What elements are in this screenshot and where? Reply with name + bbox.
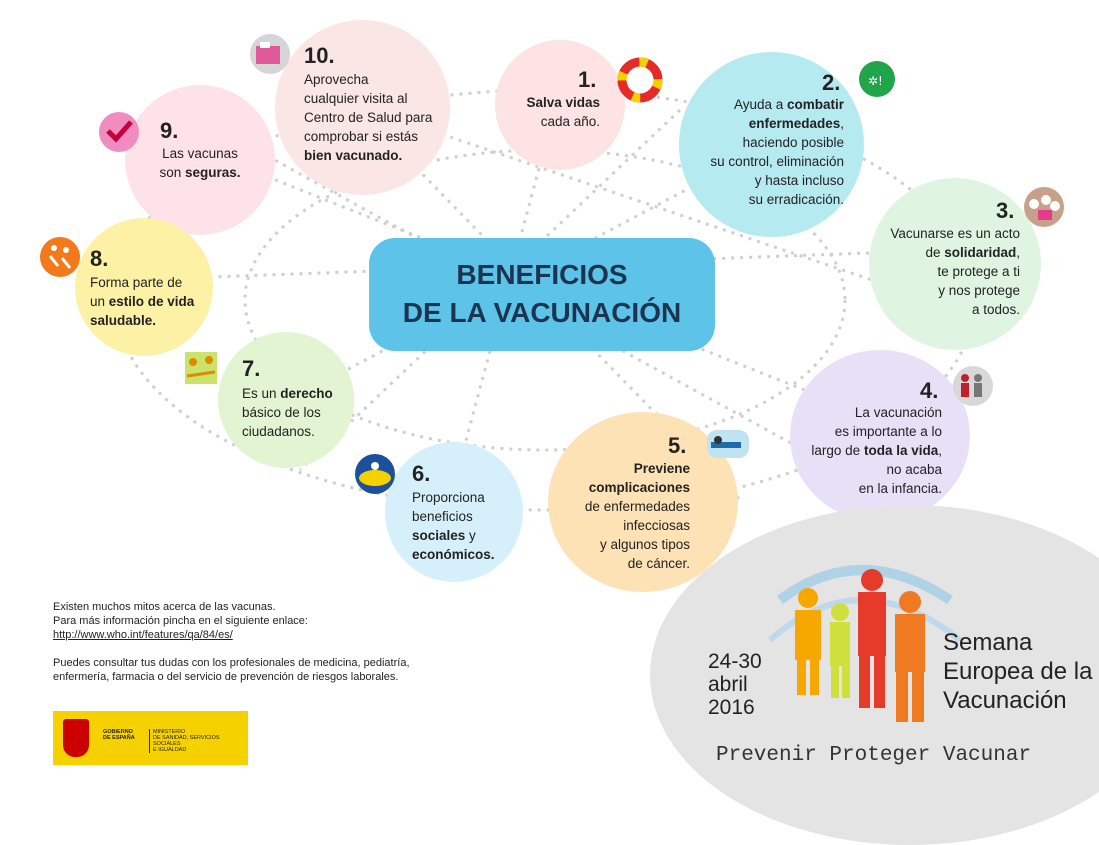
- text-span: Vacunarse es un acto: [890, 226, 1020, 241]
- text-span: haciendo posible: [742, 135, 844, 150]
- text-span: y algunos tipos: [599, 537, 690, 552]
- text-span: son: [159, 165, 185, 180]
- text-span: Proporciona: [412, 490, 485, 505]
- bold-span: solidaridad: [944, 245, 1017, 260]
- text-span: cualquier visita al: [304, 91, 408, 106]
- benefit-4-number: 4.: [920, 378, 939, 403]
- bold-span: estilo de vida: [108, 294, 195, 309]
- text-span: ,: [840, 116, 844, 131]
- who-link[interactable]: http://www.who.int/features/qa/84/es/: [53, 629, 233, 641]
- text-span: te protege a ti: [937, 264, 1020, 279]
- benefit-2-number: 2.: [822, 70, 841, 95]
- bold-span: seguras.: [185, 165, 241, 180]
- text-span: su erradicación.: [748, 192, 844, 207]
- text-span: largo de: [811, 443, 864, 458]
- gov-label: GOBIERNO DE ESPAÑA: [103, 729, 135, 741]
- benefit-1-number: 1.: [578, 67, 597, 92]
- text-span: Es un: [242, 386, 281, 401]
- bold-span: económicos.: [412, 547, 495, 562]
- main-title-line1: BENEFICIOS: [456, 259, 628, 290]
- bold-span: saludable.: [90, 313, 157, 328]
- benefit-7-number: 7.: [242, 356, 261, 381]
- footer-line4: enfermería, farmacia o del servicio de prevención de riesgos laborales.: [53, 671, 399, 683]
- event-motto: Prevenir Proteger Vacunar: [716, 744, 1032, 767]
- text-span: no acaba: [886, 462, 942, 477]
- bold-span: sociales: [412, 528, 466, 543]
- text-span: de cáncer.: [627, 556, 690, 571]
- text-span: de enfermedades: [584, 499, 690, 514]
- text-span: La vacunación: [854, 405, 942, 420]
- text-span: Ayuda a: [733, 97, 787, 112]
- text-span: a todos.: [971, 302, 1020, 317]
- text-span: básico de los: [242, 405, 321, 420]
- text-span: Forma parte de: [90, 275, 183, 290]
- ministry-label: MINISTERIO DE SANIDAD, SERVICIOS SOCIALES E IGUALDAD: [149, 729, 248, 753]
- svg-text:✲!: ✲!: [868, 74, 883, 88]
- benefit-10-number: 10.: [304, 43, 335, 68]
- bold-span: Salva vidas: [526, 95, 600, 110]
- text-span: un: [90, 294, 109, 309]
- benefit-5-number: 5.: [668, 433, 687, 458]
- bold-span: enfermedades: [748, 116, 841, 131]
- text-span: ,: [1016, 245, 1020, 260]
- bold-span: toda la vida: [863, 443, 939, 458]
- text-span: ciudadanos.: [242, 424, 315, 439]
- benefit-6-number: 6.: [412, 461, 431, 486]
- text-span: Centro de Salud para: [304, 110, 433, 125]
- text-span: y: [465, 528, 476, 543]
- main-title-line2: DE LA VACUNACIÓN: [402, 297, 682, 328]
- text-span: Aprovecha: [304, 72, 369, 87]
- bold-span: Previene: [633, 461, 690, 476]
- benefit-3-number: 3.: [996, 198, 1015, 223]
- benefit-9-number: 9.: [160, 118, 179, 143]
- text-span: y hasta incluso: [754, 173, 844, 188]
- text-span: Las vacunas: [162, 146, 238, 161]
- text-span: de: [925, 245, 945, 260]
- footer-line1: Existen muchos mitos acerca de las vacunas.: [53, 601, 276, 613]
- event-dates: 24-30 abril 2016: [708, 650, 762, 719]
- footer-line2: Para más información pincha en el siguiente enlace:: [53, 615, 308, 627]
- text-span: y nos protege: [938, 283, 1020, 298]
- bold-span: bien vacunado.: [304, 148, 403, 163]
- benefit-8-number: 8.: [90, 246, 109, 271]
- text-span: beneficios: [412, 509, 473, 524]
- event-name: Semana Europea de la Vacunación: [943, 629, 1093, 714]
- text-span: su control, eliminación: [710, 154, 844, 169]
- bold-span: combatir: [786, 97, 844, 112]
- text-span: infecciosas: [623, 518, 690, 533]
- bold-span: derecho: [280, 386, 333, 401]
- text-span: en la infancia.: [858, 481, 942, 496]
- bold-span: complicaciones: [588, 480, 690, 495]
- text-span: comprobar si estás: [304, 129, 419, 144]
- text-span: cada año.: [540, 114, 600, 129]
- text-span: ,: [938, 443, 942, 458]
- text-span: es importante a lo: [834, 424, 942, 439]
- footer-line3: Puedes consultar tus dudas con los profesionales de medicina, pediatría,: [53, 657, 410, 669]
